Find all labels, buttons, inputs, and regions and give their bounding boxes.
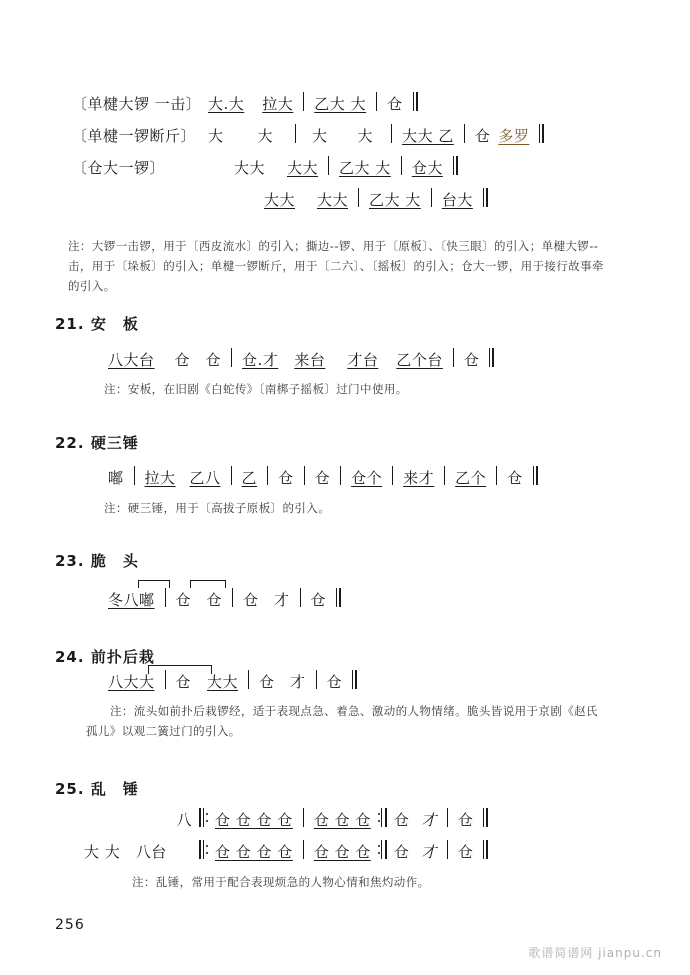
note-cell: 乙	[241, 468, 258, 487]
final-barline	[483, 840, 488, 859]
item-24-number: 24.	[55, 648, 85, 666]
item-21-name: 安 板	[90, 315, 139, 333]
row-label: 〔单楗一锣断斤〕	[72, 126, 197, 145]
note-cell: 仓	[457, 810, 474, 829]
note-cell: 仓	[393, 842, 410, 861]
final-barline	[489, 348, 494, 367]
note-cell: 来台	[294, 350, 326, 369]
item-21-note: 注：安板，在旧剧《白蛇传》〔南梆子摇板〕过门中使用。	[104, 382, 408, 396]
note-cell: 大大	[207, 672, 239, 691]
item-21-number: 21.	[55, 315, 85, 333]
item-25-notation-row	[80, 840, 492, 860]
note-cell: 乙八	[189, 468, 221, 487]
barline	[300, 588, 301, 607]
barline	[392, 466, 393, 485]
final-barline	[413, 92, 418, 111]
note-cell: 仓 仓	[175, 590, 223, 609]
barline	[431, 188, 432, 207]
barline	[447, 840, 448, 859]
item-23-notation	[104, 588, 345, 608]
note-cell: 仓 仓 仓	[313, 810, 371, 829]
note-cell: 八大台	[108, 350, 155, 369]
note-cell: 拉大	[262, 94, 294, 113]
barline	[447, 808, 448, 827]
item-23-title	[55, 550, 139, 571]
repeat-start-barline	[199, 840, 208, 859]
item-23	[55, 550, 139, 571]
note-cell: 仓	[314, 468, 331, 487]
item-25	[55, 778, 139, 799]
barline	[303, 808, 304, 827]
note-cell: 仓 仓 仓 仓	[215, 810, 293, 829]
row-label: 〔单楗大锣 一击〕	[72, 94, 202, 113]
note-cell: 仓	[393, 810, 410, 829]
final-barline	[352, 670, 357, 689]
item-21-notation	[104, 348, 498, 368]
item-25-name: 乱 锤	[90, 780, 139, 798]
barline	[464, 124, 465, 143]
item-25-notation-row	[132, 808, 492, 828]
note-cell: 仓	[278, 468, 294, 487]
final-barline	[539, 124, 544, 143]
barline	[304, 466, 305, 485]
item-22-note: 注：硬三锤，用于〔高拔子原板〕的引入。	[104, 501, 331, 515]
item-22-title	[55, 432, 139, 453]
note-cell: 大.大	[208, 94, 245, 113]
note-cell: 大	[257, 126, 274, 145]
notation-row	[68, 176, 548, 208]
note-cell: 大大	[317, 190, 349, 209]
note-cell: 才台	[347, 350, 379, 369]
repeat-end-barline	[378, 808, 387, 827]
note-cell: 仓	[507, 468, 523, 487]
item-23-slurs	[104, 576, 334, 588]
item-25-note: 注：乱锤，常用于配合表现烦急的人物心情和焦灼动作。	[132, 875, 430, 889]
slur-arc	[138, 580, 170, 588]
slur-arc	[190, 580, 226, 588]
top-notation-block	[68, 86, 548, 208]
item-24-note: 注：流头如前扑后栽锣经，适于表现点急、着急、激动的人物情绪。脆头皆说用于京剧《赵氏孤儿》以观二簧过门的引入。	[86, 704, 598, 739]
note-cell: 大大	[264, 190, 296, 209]
note-cell: 大大	[234, 158, 266, 177]
notation-row	[68, 144, 548, 176]
note-cell: 才	[421, 810, 437, 829]
item-22-number: 22.	[55, 434, 85, 452]
row-lead-text: 大 大 八台	[84, 842, 167, 861]
note-cell: 大大	[287, 158, 319, 177]
barline	[231, 348, 232, 367]
barline	[444, 466, 445, 485]
barline	[232, 588, 233, 607]
row-lead: 八	[176, 810, 192, 829]
note-cell: 仓大	[411, 158, 443, 177]
note-cell: 仓	[310, 590, 327, 609]
note-cell: 乙个	[455, 468, 487, 487]
note-cell: 仓 仓	[174, 350, 222, 369]
note-cell: 乙大 大	[369, 190, 421, 209]
note-cell: 八大大	[108, 672, 155, 691]
note-cell: 来才	[403, 468, 435, 487]
barline	[248, 670, 249, 689]
note-cell: 仓	[463, 350, 480, 369]
repeat-start-barline	[199, 808, 208, 827]
barline	[358, 188, 359, 207]
final-barline	[483, 188, 488, 207]
watermark: 歌谱简谱网 jianpu.cn	[528, 946, 662, 960]
barline	[496, 466, 497, 485]
barline	[328, 156, 329, 175]
item-23-name: 脆 头	[90, 552, 139, 570]
final-barline	[453, 156, 458, 175]
barline	[391, 124, 392, 143]
barline	[316, 670, 317, 689]
barline	[231, 466, 232, 485]
note-cell: 仓个	[351, 468, 383, 487]
final-barline	[336, 588, 341, 607]
note-cell: 仓 才	[259, 672, 306, 691]
note-cell: 拉大	[144, 468, 176, 487]
note-cell: 大大 乙	[402, 126, 454, 145]
note-cell: 才	[421, 842, 437, 861]
note-cell: 多罗	[498, 126, 530, 145]
note-cell: 乙大 大	[339, 158, 391, 177]
final-barline	[533, 466, 538, 485]
barline	[303, 840, 304, 859]
barline	[165, 670, 166, 689]
barline	[340, 466, 341, 485]
item-24-notation	[104, 670, 361, 690]
row-lead	[80, 844, 196, 861]
item-25-title	[55, 778, 139, 799]
page-number: 256	[55, 917, 85, 933]
final-barline	[483, 808, 488, 827]
barline	[295, 124, 296, 143]
note-cell: 仓	[175, 672, 192, 691]
note-cell: 冬八嘟	[108, 590, 155, 609]
item-25-number: 25.	[55, 780, 85, 798]
item-23-number: 23.	[55, 552, 85, 570]
item-24-name: 前扑后栽	[90, 648, 155, 666]
note-cell: 嘟	[108, 468, 124, 487]
notation-row	[68, 86, 548, 112]
note-cell: 仓 才	[243, 590, 290, 609]
barline	[134, 466, 135, 485]
note-cell: 仓	[387, 94, 403, 113]
barline	[303, 92, 304, 111]
item-22-name: 硬三锤	[90, 434, 139, 452]
barline	[165, 588, 166, 607]
barline	[267, 466, 268, 485]
note-cell: 仓 仓 仓	[313, 842, 371, 861]
note-cell: 仓	[457, 842, 474, 861]
item-22-notation	[104, 466, 542, 486]
item-21-title	[55, 313, 139, 334]
note-cell: 仓 仓 仓 仓	[215, 842, 293, 861]
item-21	[55, 313, 139, 334]
note-cell: 仓.才	[242, 350, 279, 369]
repeat-end-barline	[378, 840, 387, 859]
barline	[376, 92, 377, 111]
barline	[401, 156, 402, 175]
item-22	[55, 432, 139, 453]
note-cell: 大	[208, 126, 224, 145]
note-cell: 大	[312, 126, 328, 145]
top-block-note: 注：大锣一击锣，用于〔西皮流水〕的引入；撕边--锣、用于〔原板〕、〔快三眼〕的引入；单楗大锣--击，用于〔垛板〕的引入；单楗一锣断斤，用于〔二六〕、〔摇板〕的引入；仓大一锣，用于接行故事牵的引入。	[68, 239, 604, 294]
note-cell: 乙大 大	[314, 94, 367, 113]
note-cell: 仓	[326, 672, 343, 691]
note-cell: 台大	[441, 190, 473, 209]
note-cell: 仓	[474, 126, 491, 145]
row-label: 〔仓大一锣〕	[72, 158, 166, 177]
notation-row	[68, 112, 548, 144]
note-cell: 乙个台	[396, 350, 443, 369]
barline	[453, 348, 454, 367]
note-cell: 大	[357, 126, 374, 145]
